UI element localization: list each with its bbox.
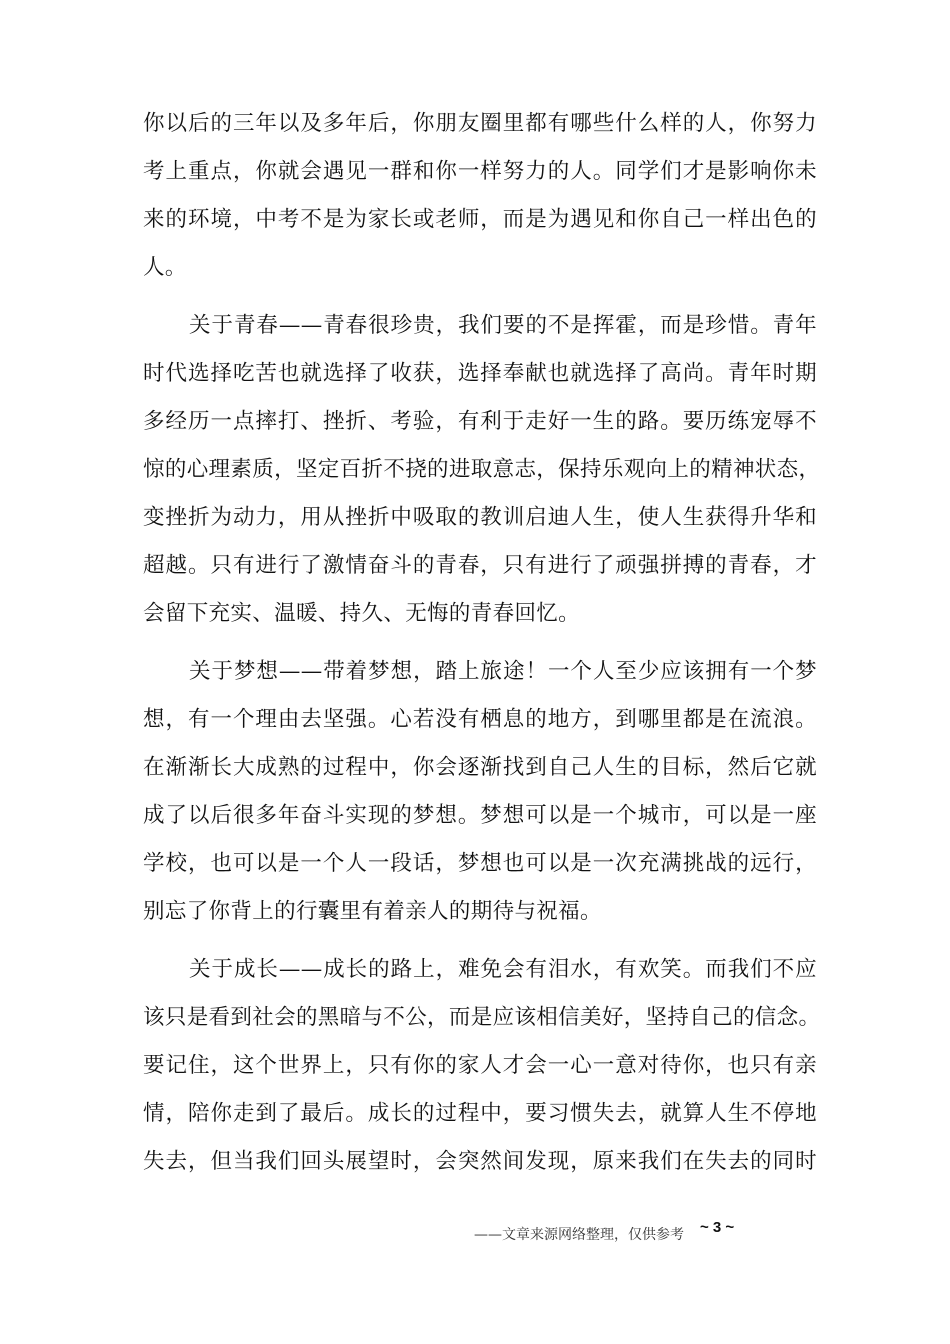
text-line: 时代选择吃苦也就选择了收获，选择奉献也就选择了高尚。青年时期 bbox=[143, 361, 817, 386]
text-line: 来的环境，中考不是为家长或老师，而是为遇见和你自己一样出色的 bbox=[143, 207, 817, 232]
text-line: 考上重点，你就会遇见一群和你一样努力的人。同学们才是影响你未 bbox=[143, 159, 817, 184]
text-line: 惊的心理素质，坚定百折不挠的进取意志，保持乐观向上的精神状态， bbox=[143, 457, 821, 482]
text-line: 在渐渐长大成熟的过程中，你会逐渐找到自己人生的目标，然后它就 bbox=[143, 755, 817, 780]
paragraph-start-dream: 关于梦想——带着梦想，踏上旅途！一个人至少应该拥有一个梦 bbox=[189, 659, 817, 684]
footer-source-note: ——文章来源网络整理，仅供参考 bbox=[474, 1227, 684, 1243]
text-line: 该只是看到社会的黑暗与不公，而是应该相信美好，坚持自己的信念。 bbox=[143, 1005, 821, 1030]
text-line: 多经历一点摔打、挫折、考验，有利于走好一生的路。要历练宠辱不 bbox=[143, 409, 817, 434]
page-footer bbox=[474, 1219, 735, 1246]
text-line: 成了以后很多年奋斗实现的梦想。梦想可以是一个城市，可以是一座 bbox=[143, 803, 817, 828]
paragraph-start-growth: 关于成长——成长的路上，难免会有泪水，有欢笑。而我们不应 bbox=[189, 957, 817, 982]
text-line: 会留下充实、温暖、持久、无悔的青春回忆。 bbox=[143, 601, 581, 626]
text-line: 情，陪你走到了最后。成长的过程中，要习惯失去，就算人生不停地 bbox=[143, 1101, 817, 1126]
text-line: 想，有一个理由去坚强。心若没有栖息的地方，到哪里都是在流浪。 bbox=[143, 707, 817, 732]
text-line: 超越。只有进行了激情奋斗的青春，只有进行了顽强拼搏的青春，才 bbox=[143, 553, 817, 578]
text-line: 人。 bbox=[143, 255, 187, 280]
page-number: ~ 3 ~ bbox=[700, 1219, 735, 1236]
paragraph-start-youth: 关于青春——青春很珍贵，我们要的不是挥霍，而是珍惜。青年 bbox=[189, 313, 817, 338]
text-line: 别忘了你背上的行囊里有着亲人的期待与祝福。 bbox=[143, 899, 602, 924]
text-line: 你以后的三年以及多年后，你朋友圈里都有哪些什么样的人，你努力 bbox=[143, 111, 817, 136]
text-line: 失去，但当我们回头展望时，会突然间发现，原来我们在失去的同时 bbox=[143, 1149, 817, 1174]
text-line: 要记住，这个世界上，只有你的家人才会一心一意对待你，也只有亲 bbox=[143, 1053, 817, 1078]
text-line: 学校，也可以是一个人一段话，梦想也可以是一次充满挑战的远行， bbox=[143, 851, 817, 876]
text-line: 变挫折为动力，用从挫折中吸取的教训启迪人生，使人生获得升华和 bbox=[143, 505, 817, 530]
